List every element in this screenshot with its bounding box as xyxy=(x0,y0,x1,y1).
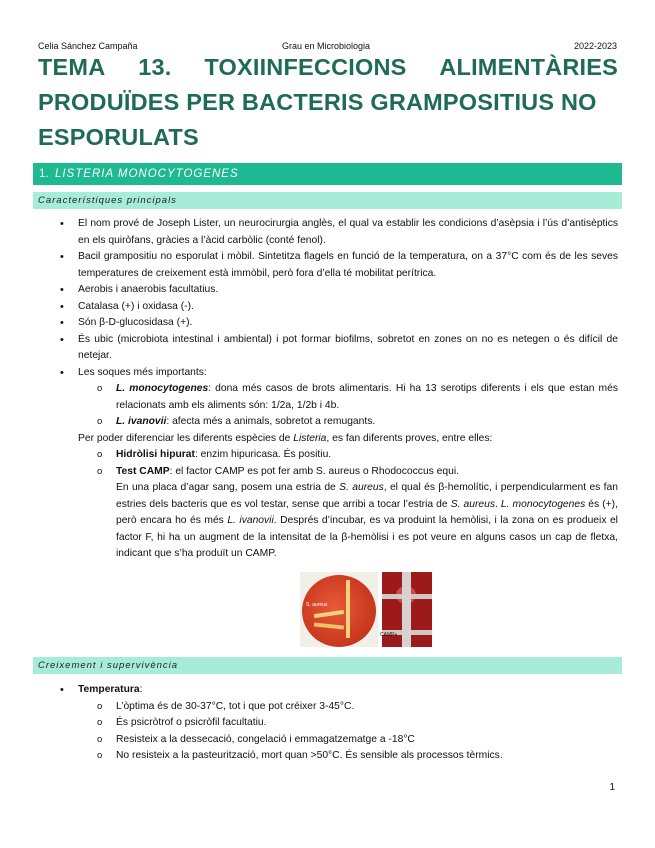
strain-text: : dona més casos de brots alimentaris. Hi ha 13 serotips diferents i els que estan més relacionats amb els aliments són: 1/2a, 1/2b i 4b. xyxy=(116,383,618,411)
header-year: 2022-2023 xyxy=(573,41,617,51)
header-author: Celia Sánchez Campaña xyxy=(38,41,138,51)
list-item: • És ubic (microbiota intestinal i ambiental) i pot formar biofilms, sobretot en zones on no es netegen o és difícil de netejar. xyxy=(38,332,618,365)
sub-list-item-strain-2 xyxy=(38,414,618,431)
strain-name: L. ivanovii xyxy=(116,416,167,427)
list-item: • Catalasa (+) i oxidasa (-). xyxy=(38,299,618,316)
test-name: Test CAMP xyxy=(116,465,170,477)
title-word: TEMA xyxy=(38,54,106,80)
camp-text: . xyxy=(494,498,501,510)
list-item: • El nom prové de Joseph Lister, un neurocirurgia anglès, el qual va establir les condicions d’asèpsia i l’ús d’antisèptics en els quiròfans, gràcies a l’àcid carbòlic (conté fenol). xyxy=(38,216,618,249)
section-heading-listeria xyxy=(33,163,622,185)
section-name: LISTERIA MONOCYTOGENES xyxy=(54,168,239,180)
subsection-heading-growth: Creixement i supervivència xyxy=(33,657,622,674)
sub-list-item-camp xyxy=(38,464,618,481)
title-word: ALIMENTÀRIES xyxy=(439,54,618,80)
test-text: : enzim hipuricasa. És positiu. xyxy=(194,449,332,460)
figure-label: S. aureus xyxy=(306,602,328,608)
title-line-2: PRODUÏDES PER BACTERIS GRAMPOSITIUS NO xyxy=(38,89,597,115)
figure-label: CAMP+ xyxy=(380,632,398,638)
list-item: • Són β-D-glucosidasa (+). xyxy=(38,315,618,332)
list-item: • Aerobis i anaerobis facultatius. xyxy=(38,282,618,299)
document-title xyxy=(38,50,618,155)
test-text: : el factor CAMP es pot fer amb S. aureus o Rhodococcus equi. xyxy=(169,465,460,477)
diff-genus: Listeria xyxy=(293,432,327,444)
camp-text: En una placa d’agar sang, posem una estria de xyxy=(116,482,340,493)
title-line-3: ESPORULATS xyxy=(38,124,199,150)
camp-text: . Després d’incubar, es va produint la hemòlisi, i la zona on es produeix el factor F, hi ha un augment de la intensitat de la β-hemòlisi i es pot veure en alguns casos un cap de fletxa, indicant que s’ha produït un CAMP. xyxy=(116,515,618,559)
strain-name: L. monocytogenes xyxy=(116,383,209,394)
title-word: 13. xyxy=(138,54,172,80)
sub-list-item: o És psicròtrof o psicròfil facultatiu. xyxy=(38,715,618,732)
diff-text: , es fan diferents proves, entre elles: xyxy=(326,432,493,444)
page-number: 1 xyxy=(609,782,615,793)
title-line-1 xyxy=(38,50,618,85)
header-course: Grau en Microbiologia xyxy=(282,41,371,51)
list-item: • Bacil grampositiu no esporulat i mòbil. Sintetitza flagels en funció de la temperatura, on a 37°C com és de les seves temperatures de creixement està immòbil, però fora d’ella té mobilitat perítrica. xyxy=(38,249,618,282)
bullet-label: Temperatura xyxy=(78,684,140,695)
section-number: 1. xyxy=(39,168,49,180)
camp-text: és (+), però encara ho és més xyxy=(116,498,618,526)
blood-agar-plate-image xyxy=(300,572,378,647)
camp-species: L. ivanovii xyxy=(227,515,274,526)
list-item-temperature xyxy=(38,682,618,699)
diff-text: Per poder diferenciar les diferents espècies de xyxy=(78,432,294,444)
title-word: TOXIINFECCIONS xyxy=(204,54,407,80)
test-name: Hidròlisi hipurat xyxy=(116,449,195,460)
camp-test-figure xyxy=(300,572,432,647)
characteristics-content xyxy=(38,216,618,563)
strain-text: : afecta més a animals, sobretot a remugants. xyxy=(166,416,376,427)
camp-species: L. monocytogenes xyxy=(500,498,586,510)
camp-text: , el qual és β-hemolític, i perpendicularment es fan estries dels bacteris que es vol testar, sense que arribi a tocar l’estria de xyxy=(116,482,618,510)
camp-description xyxy=(38,480,618,563)
sub-list-item: o Resisteix a la dessecació, congelació i emmagatzematge a -18°C xyxy=(38,732,618,749)
sub-list-item: o L’òptima és de 30-37°C, tot i que pot créixer 3-45°C. xyxy=(38,699,618,716)
list-item-strains: • Les soques més importants: xyxy=(38,365,618,382)
subsection-heading-characteristics: Característiques principals xyxy=(33,192,622,209)
camp-species: S. aureus xyxy=(450,498,495,510)
camp-species: S. aureus xyxy=(339,482,384,493)
growth-content xyxy=(38,682,618,765)
sub-list-item-strain-1 xyxy=(38,381,618,414)
sub-list-item: o No resisteix a la pasteurització, mort quan >50°C. És sensible als processos tèrmics. xyxy=(38,748,618,765)
sub-list-item-hippurate xyxy=(38,447,618,464)
differentiation-intro xyxy=(38,431,618,448)
bullet-colon: : xyxy=(139,684,143,695)
